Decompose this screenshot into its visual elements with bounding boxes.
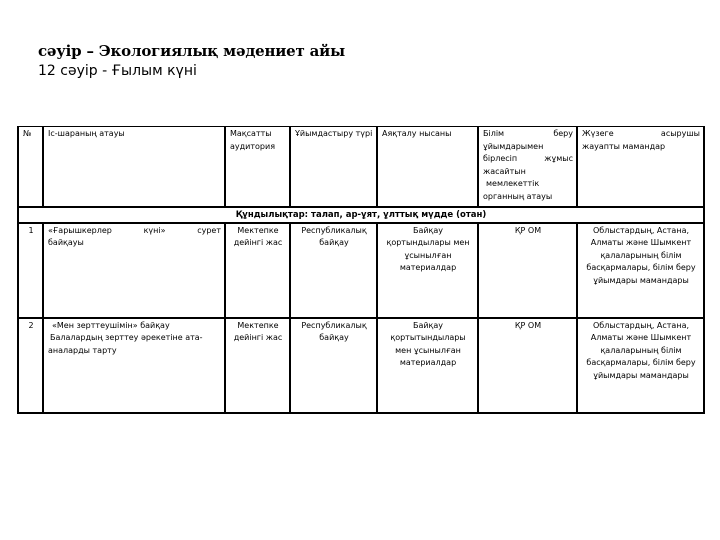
row-responsible: Облыстардың, Астана, Алматы және Шымкент қалаларының білім басқармалары, білім беру ұйымдары мамандары (577, 318, 704, 413)
row-org-type: Республикалық байқау (290, 223, 377, 318)
header-text: Білім (483, 129, 505, 138)
header-org-type: Ұйымдастыру түрі (290, 127, 377, 208)
cell-text: байқауы (48, 238, 84, 248)
header-text: бірлесіп (483, 154, 518, 164)
header-text: жұмыс (544, 154, 573, 164)
cell-text: «Ғарышкерлер (48, 225, 112, 235)
header-text: органның атауы (483, 191, 553, 201)
page-title: сәуір – Экологиялық мәдениет айы (38, 42, 345, 60)
row-num: 2 (18, 318, 43, 413)
row-num: 1 (18, 223, 43, 318)
values-row (18, 207, 704, 223)
header-responsible (577, 127, 704, 208)
row-partner-org: ҚР ОМ (478, 223, 577, 318)
table-header-row (18, 127, 704, 208)
cell-text: күні» (143, 225, 166, 235)
row-audience: Мектепке дейінгі жас (225, 318, 290, 413)
cell-text: Балалардың зерттеу әрекетіне ата-аналарды тарту (48, 333, 203, 355)
header-text: жасайтын (483, 166, 526, 176)
table-row (18, 318, 704, 413)
row-completion-form: Байқау қортындылары мен ұсынылған материалдар (377, 223, 478, 318)
header-event-name: Іс-шараның атауы (43, 127, 225, 208)
cell-text: сурет (197, 225, 221, 235)
header-text: беру (553, 129, 573, 138)
header-text: ұйымдарымен (483, 141, 544, 151)
values-label: Құндылықтар: талап, ар-ұят, ұлттық мүдде (отан) (18, 207, 704, 223)
table-row (18, 223, 704, 318)
row-completion-form: Байқау қортытындылары мен ұсынылған материалдар (377, 318, 478, 413)
header-text: Жүзеге (582, 129, 614, 138)
page-subtitle: 12 сәуір - Ғылым күні (38, 63, 197, 79)
header-text: асырушы (660, 129, 700, 138)
events-table (17, 126, 705, 414)
header-audience: Мақсатты аудитория (225, 127, 290, 208)
header-partner-org (478, 127, 577, 208)
header-completion-form: Аяқталу нысаны (377, 127, 478, 208)
cell-text: «Мен зерттеушімін» байқау (52, 320, 170, 330)
row-responsible: Облыстардың, Астана, Алматы және Шымкент қалаларының білім басқармалары, білім беру ұйымдары мамандары (577, 223, 704, 318)
header-num: № (18, 127, 43, 208)
header-text: мемлекеттік (486, 179, 540, 189)
row-org-type: Республикалық байқау (290, 318, 377, 413)
row-partner-org: ҚР ОМ (478, 318, 577, 413)
row-event-name (43, 223, 225, 318)
row-event-name (43, 318, 225, 413)
header-text: жауапты мамандар (582, 141, 666, 151)
row-audience: Мектепке дейінгі жас (225, 223, 290, 318)
